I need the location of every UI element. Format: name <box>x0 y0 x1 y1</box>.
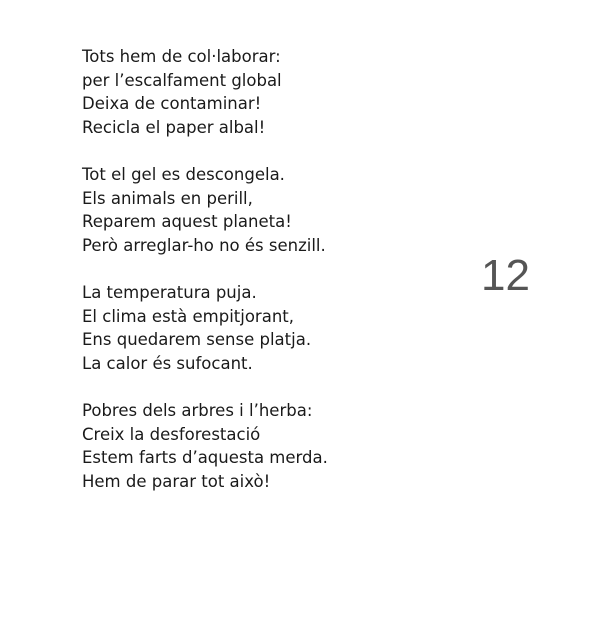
poem-line: Reparem aquest planeta! <box>82 212 292 232</box>
poem-line: Ens quedarem sense platja. <box>82 330 312 350</box>
poem-line: per l’escalfament global <box>82 70 282 90</box>
poem-line: Tot el gel es descongela. <box>82 164 285 184</box>
poem-line: Tots hem de col·laborar: <box>82 47 281 66</box>
page-number: 12 <box>481 251 530 300</box>
poem-line: La temperatura puja. <box>82 282 257 302</box>
poem-line: Recicla el paper albal! <box>82 117 266 137</box>
poem-line: Deixa de contaminar! <box>82 94 262 114</box>
poem <box>82 45 328 517</box>
stanza-4 <box>82 399 328 493</box>
stanza-1 <box>82 45 328 139</box>
poem-line: Hem de parar tot això! <box>82 471 271 491</box>
poem-line: Estem farts d’aquesta merda. <box>82 448 328 468</box>
poem-line: Els animals en perill, <box>82 188 253 208</box>
stanza-3 <box>82 281 328 375</box>
poem-line: Pobres dels arbres i l’herba: <box>82 400 313 420</box>
poem-line: Creix la desforestació <box>82 424 261 444</box>
poem-line: El clima està empitjorant, <box>82 306 294 326</box>
poem-line: Però arreglar-ho no és senzill. <box>82 235 326 255</box>
stanza-2 <box>82 163 328 257</box>
poem-line: La calor és sufocant. <box>82 353 253 373</box>
